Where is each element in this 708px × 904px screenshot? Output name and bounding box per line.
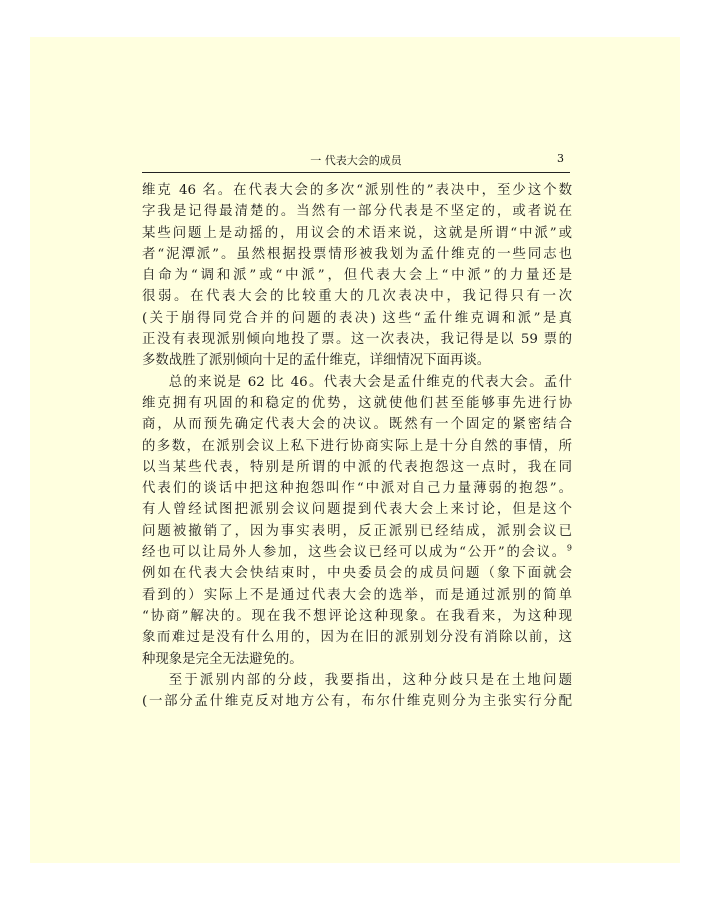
text-line: 总的来说是 62 比 46。代表大会是孟什维克的代表大会。孟什 [168,374,572,390]
text-line [142,542,572,563]
text-line: 以当某些代表，特别是所谓的中派的代表抱怨这一点时，我在同 [142,459,572,475]
text-line: 维克拥有巩固的和稳定的优势，这就使他们甚至能够事先进行协 [142,395,572,411]
text-line: 者“泥潭派”。虽然根据投票情形被我划为孟什维克的一些同志也 [142,246,572,262]
text-line: 维克 46 名。在代表大会的多次“派别性的”表决中，至少这个数 [142,183,572,198]
text-line: 例如在代表大会快结束时，中央委员会的成员问题（象下面就会 [142,566,572,582]
text-line: 多数战胜了派别倾向十足的孟什维克，详细情况下面再谈。 [142,353,491,369]
text-line: 商，从而预先确定代表大会的决议。既然有一个固定的紧密结合 [142,417,572,433]
text-line: (关于崩得同党合并的问题的表决) 这些“孟什维克调和派”是真 [142,310,572,326]
text-line: 代表们的谈话中把这种抱怨叫作“中派对自己力量薄弱的抱怨”。 [142,481,572,497]
text-line: 种现象是完全无法避免的。 [142,651,303,667]
text-line: 有人曾经试图把派别会议问题提到代表大会上来讨论，但是这个 [142,502,572,518]
chapter-title: 一 代表大会的成员 [310,154,402,167]
text-line: 象而难过是没有什么用的，因为在旧的派别划分没有消除以前，这 [142,630,572,646]
text-line: 正没有表现派别倾向地投了票。这一次表决，我记得是以 59 票的 [142,332,572,348]
text-line: 字我是记得最清楚的。当然有一部分代表是不坚定的，或者说在 [142,204,572,220]
text-line: 很弱。在代表大会的比较重大的几次表决中，我记得只有一次 [142,289,572,305]
text-line-content: 经也可以让局外人参加，这些会议已经可以成为“公开”的会议。 [142,545,567,561]
text-line: “协商”解决的。现在我不想评论这种现象。在我看来，为这种现 [142,608,572,624]
text-line: 某些问题上是动摇的，用议会的术语来说，这就是所谓“中派”或 [142,225,572,241]
page-number: 3 [557,152,564,165]
text-line: 至于派别内部的分歧，我要指出，这种分歧只是在土地问题 [168,672,572,688]
footnote-marker: 9 [566,543,572,553]
text-line: 看到的）实际上不是通过代表大会的选举，而是通过派别的简单 [142,587,572,603]
text-line: 自命为“调和派”或“中派”，但代表大会上“中派”的力量还是 [142,268,572,284]
text-line: 问题被撤销了，因为事实表明，反正派别已经结成，派别会议已 [142,523,572,539]
body-text [142,180,572,712]
text-line: 的多数，在派别会议上私下进行协商实际上是十分自然的事情，所 [142,438,572,454]
text-line: (一部分孟什维克反对地方公有，布尔什维克则分为主张实行分配 [142,694,572,710]
running-header [142,148,570,173]
